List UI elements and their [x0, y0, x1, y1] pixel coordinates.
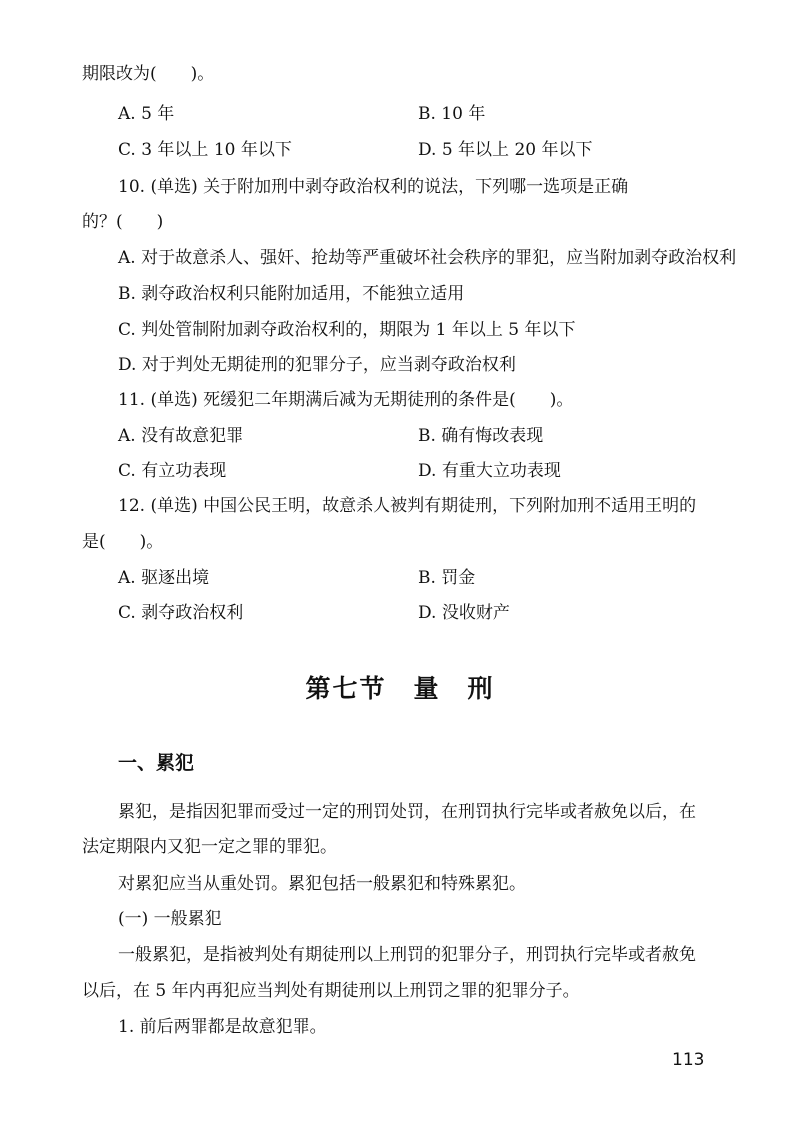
- q11-option-a: A. 没有故意犯罪: [118, 426, 244, 446]
- paragraph-1-line1: 累犯，是指因犯罪而受过一定的刑罚处罚，在刑罚执行完毕或者赦免以后，在: [118, 802, 696, 822]
- q9-option-b: B. 10 年: [418, 104, 486, 124]
- q12-option-d: D. 没收财产: [418, 603, 510, 623]
- q10-stem-line1: 10. (单选) 关于附加刑中剥夺政治权利的说法，下列哪一选项是正确: [118, 177, 629, 197]
- paragraph-3-line1: 一般累犯，是指被判处有期徒刑以上刑罚的犯罪分子，刑罚执行完毕或者赦免: [118, 945, 696, 965]
- paragraph-2: 对累犯应当从重处罚。累犯包括一般累犯和特殊累犯。: [118, 874, 526, 894]
- section-title: 第七节 量 刑: [305, 674, 495, 703]
- q10-option-b: B. 剥夺政治权利只能附加适用，不能独立适用: [118, 284, 465, 304]
- paragraph-3-line2: 以后，在 5 年内再犯应当判处有期徒刑以上刑罚之罪的犯罪分子。: [82, 981, 580, 1001]
- list-item-1: 1. 前后两罪都是故意犯罪。: [118, 1017, 327, 1037]
- q9-option-c: C. 3 年以上 10 年以下: [118, 140, 292, 160]
- q12-option-c: C. 剥夺政治权利: [118, 603, 244, 623]
- paragraph-1-line2: 法定期限内又犯一定之罪的罪犯。: [82, 837, 337, 857]
- q10-option-d: D. 对于判处无期徒刑的犯罪分子，应当剥夺政治权利: [118, 355, 516, 375]
- q12-option-b: B. 罚金: [418, 568, 476, 588]
- q9-stem-tail: 期限改为( )。: [82, 64, 215, 84]
- q12-option-a: A. 驱逐出境: [118, 568, 210, 588]
- q10-stem-line2: 的？( ): [82, 212, 164, 232]
- section-heading: 一、累犯: [118, 752, 195, 774]
- q12-stem-line2: 是( )。: [82, 532, 164, 552]
- q12-stem-line1: 12. (单选) 中国公民王明，故意杀人被判有期徒刑，下列附加刑不适用王明的: [118, 496, 697, 516]
- q11-option-d: D. 有重大立功表现: [418, 461, 561, 481]
- q11-stem: 11. (单选) 死缓犯二年期满后减为无期徒刑的条件是( )。: [118, 390, 574, 410]
- q10-option-a: A. 对于故意杀人、强奸、抢劫等严重破坏社会秩序的罪犯，应当附加剥夺政治权利: [118, 248, 737, 268]
- q11-option-b: B. 确有悔改表现: [418, 426, 544, 446]
- q9-option-a: A. 5 年: [118, 104, 175, 124]
- q11-option-c: C. 有立功表现: [118, 461, 227, 481]
- q9-option-d: D. 5 年以上 20 年以下: [418, 140, 593, 160]
- subheading: (一) 一般累犯: [118, 909, 222, 929]
- q10-option-c: C. 判处管制附加剥夺政治权利的，期限为 1 年以上 5 年以下: [118, 320, 576, 340]
- page-number: 113: [672, 1050, 705, 1070]
